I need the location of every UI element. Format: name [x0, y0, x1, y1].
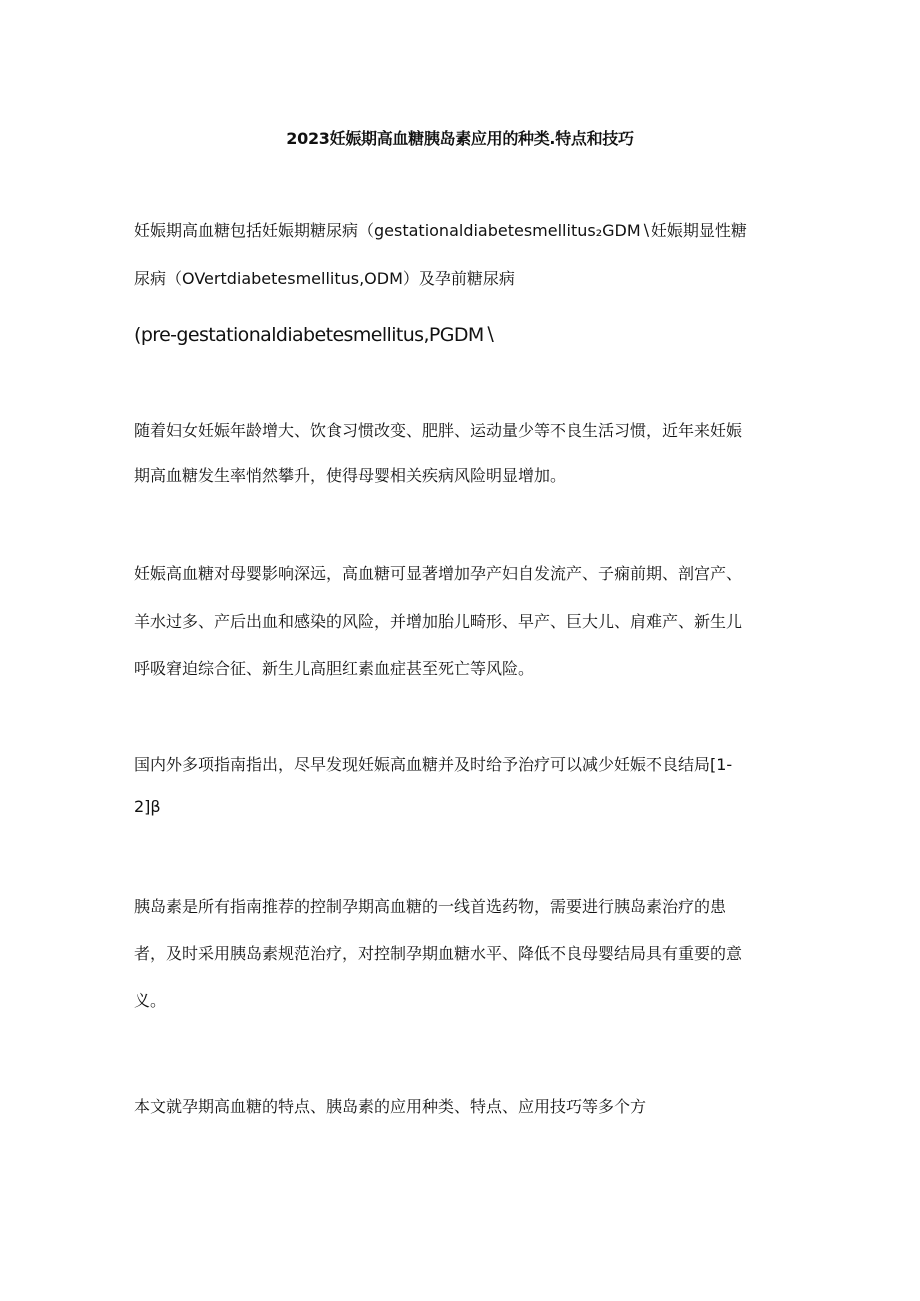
paragraph-line: 随着妇女妊娠年龄增大、饮食习惯改变、肥胖、运动量少等不良生活习惯，近年来妊娠 — [134, 421, 743, 440]
paragraph-line: (pre-gestationaldiabetesmellitus,PGDM∖ — [134, 324, 496, 346]
document-title: 2023妊娠期高血糖胰岛素应用的种类.特点和技巧 — [286, 129, 634, 148]
paragraph-line: 呼吸窘迫综合征、新生儿高胆红素血症甚至死亡等风险。 — [134, 659, 535, 678]
paragraph-line: 尿病（OVertdiabetesmellitus,ODM）及孕前糖尿病 — [134, 269, 515, 288]
paragraph-line: 义。 — [134, 991, 167, 1010]
paragraph-line: 本文就孕期高血糖的特点、胰岛素的应用种类、特点、应用技巧等多个方 — [134, 1097, 647, 1116]
paragraph-line: 2]β — [134, 797, 161, 816]
paragraph-line: 国内外多项指南指出，尽早发现妊娠高血糖并及时给予治疗可以减少妊娠不良结局[1- — [134, 755, 733, 774]
paragraph-line: 胰岛素是所有指南推荐的控制孕期高血糖的一线首选药物，需要进行胰岛素治疗的患 — [134, 897, 727, 916]
paragraph-line: 羊水过多、产后出血和感染的风险，并增加胎儿畸形、早产、巨大儿、肩难产、新生儿 — [134, 612, 743, 631]
paragraph-line: 妊娠期高血糖包括妊娠期糖尿病（gestationaldiabetesmellitus₂GDM∖妊娠期显性糖 — [134, 221, 747, 240]
paragraph-line: 妊娠高血糖对母婴影响深远，高血糖可显著增加孕产妇自发流产、子痫前期、剖宫产、 — [134, 564, 743, 583]
paragraph-line: 者，及时采用胰岛素规范治疗，对控制孕期血糖水平、降低不良母婴结局具有重要的意 — [134, 944, 743, 963]
paragraph-line: 期高血糖发生率悄然攀升，使得母婴相关疾病风险明显增加。 — [134, 466, 567, 485]
